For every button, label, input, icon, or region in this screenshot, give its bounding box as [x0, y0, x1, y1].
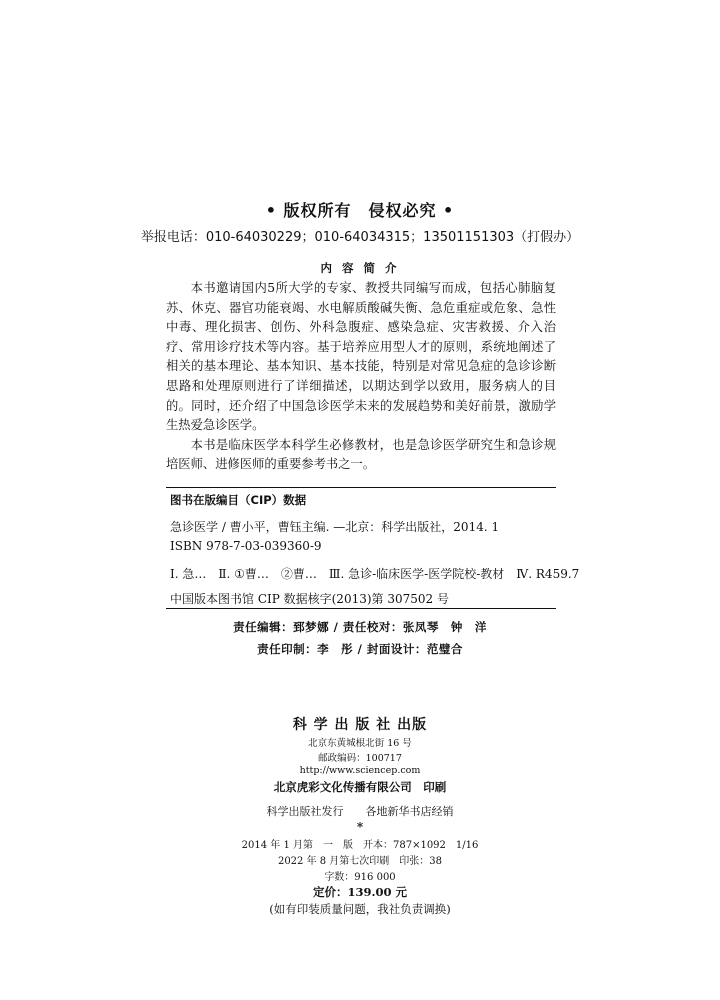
cip-bibliographic-line: 急诊医学 / 曹小平，曹钰主编. —北京：科学出版社，2014. 1 — [170, 520, 500, 534]
word-count: 字数：916 000 — [324, 872, 396, 883]
publisher-website: http://www.sciencep.com — [299, 765, 421, 776]
editors-line-2: 责任印制：李 彤 / 封面设计：范璧合 — [257, 642, 463, 656]
printer: 北京虎彩文化传播有限公司 印刷 — [273, 780, 447, 794]
publisher-address: 北京东黄城根北街 16 号 — [308, 738, 412, 749]
cip-data-box — [166, 487, 580, 609]
content-summary — [166, 279, 556, 475]
summary-paragraph-1: 本书邀请国内5所大学的专家、教授共同编写而成，包括心肺脑复苏、休克、器官功能衰竭、水电解质酸碱失衡、急危重症或危象、急性中毒、理化损害、创伤、外科急腹症、感染急症、灾害救援、介入治疗、常用诊疗技术等内容。基于培养应用型人才的原则，系统地阐述了相关的基本理论、基本知识、基本技能，特别是对常见急症的急诊诊断思路和处理原则进行了详细描述，以期达到学以致用，服务病人的目的。同时，还介绍了中国急诊医学未来的发展趋势和美好前景，激励学生热爱急诊医学。 — [166, 281, 556, 433]
price: 定价：139.00 元 — [312, 885, 407, 899]
report-hotline: 举报电话：010-64030229；010-64034315；13501151303（打假办） — [140, 230, 580, 245]
summary-paragraph-2: 本书是临床医学本科学生必修教材，也是急诊医学研究生和急诊规培医师、进修医师的重要参考书之一。 — [166, 437, 556, 472]
distribution: 科学出版社发行 各地新华书店经销 — [266, 805, 454, 818]
cip-title: 图书在版编目（CIP）数据 — [170, 493, 307, 507]
cip-number: 中国版本图书馆 CIP 数据核字(2013)第 307502 号 — [170, 592, 449, 606]
edition-info: 2014 年 1 月第 一 版 开本：787×1092 1/16 — [241, 840, 479, 851]
cip-classification: Ⅰ. 急… Ⅱ. ①曹… ②曹… Ⅲ. 急诊-临床医学-医学院校-教材 Ⅳ. R459.7 — [170, 567, 580, 581]
printing-info: 2022 年 8 月第七次印刷 印张：38 — [277, 856, 443, 867]
summary-heading: 内 容 简 介 — [320, 261, 400, 275]
copyright-title: • 版权所有 侵权必究 • — [265, 201, 455, 220]
quality-notice: (如有印装质量问题，我社负责调换) — [269, 902, 451, 916]
separator-star: * — [356, 820, 364, 834]
cip-isbn: ISBN 978-7-03-039360-9 — [170, 539, 322, 553]
publisher-postcode: 邮政编码：100717 — [318, 753, 402, 764]
editors-line-1: 责任编辑：郅梦娜 / 责任校对：张凤琴 钟 洋 — [233, 620, 487, 634]
publisher-name: 科 学 出 版 社 出版 — [292, 717, 428, 733]
